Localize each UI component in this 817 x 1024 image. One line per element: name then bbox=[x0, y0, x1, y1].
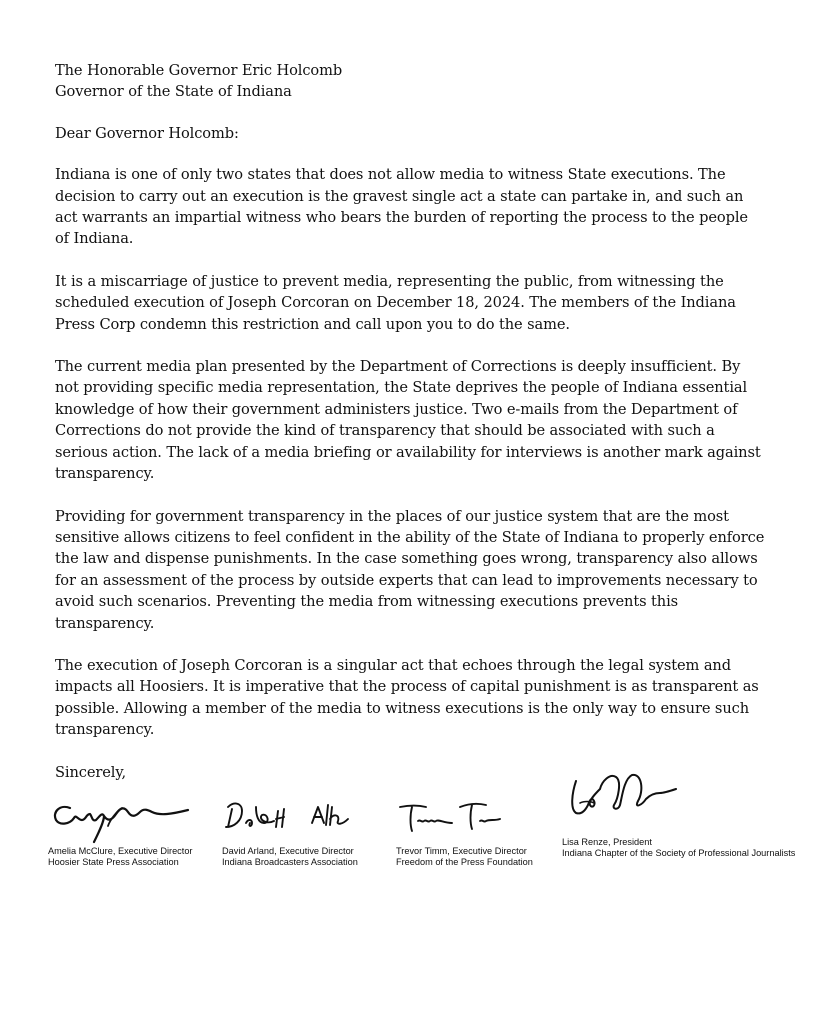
handwritten-signature-2 bbox=[222, 793, 382, 846]
paragraph-5: The execution of Joseph Corcoran is a singular act that echoes through the legal system and impacts all Hoosiers. It is imperative that the process of capital punishment is as transparent as possible. Allowing a member of the media to witness executions is the only way to ensure such transparency. bbox=[55, 656, 759, 739]
salutation: Dear Governor Holcomb: bbox=[55, 124, 239, 142]
signature-block-1 bbox=[48, 786, 208, 867]
letter-body bbox=[55, 60, 765, 783]
recipient-name: The Honorable Governor Eric Holcomb bbox=[55, 62, 343, 79]
signature-block-4 bbox=[562, 765, 795, 858]
recipient-title: Governor of the State of Indiana bbox=[55, 83, 292, 101]
paragraph-2: It is a miscarriage of justice to prevent media, representing the public, from witnessing the scheduled execution of Joseph Corcoran on December 18, 2024. The members of the Indiana Press Corp condemn this restriction and call upon you to do the same. bbox=[55, 272, 736, 333]
handwritten-signature-4 bbox=[562, 765, 682, 837]
signatory-organization: Indiana Chapter of the Society of Professional Journalists bbox=[562, 847, 796, 858]
signatory-organization: Freedom of the Press Foundation bbox=[396, 856, 533, 867]
paragraph-1: Indiana is one of only two states that does not allow media to witness State executions. The decision to carry out an execution is the gravest single act a state can partake in, and such an act warrants an impartial witness who bears the burden of reporting the process to the people of Indiana. bbox=[55, 166, 748, 248]
signatory-organization: Hoosier State Press Association bbox=[48, 856, 179, 867]
closing: Sincerely, bbox=[55, 763, 127, 781]
signature-block-2 bbox=[222, 793, 382, 867]
signature-block-3 bbox=[396, 793, 536, 867]
signatory-name-title: Trevor Timm, Executive Director bbox=[396, 846, 527, 856]
signatory-organization: Indiana Broadcasters Association bbox=[222, 856, 358, 867]
signatory-name-title: David Arland, Executive Director bbox=[222, 846, 354, 856]
handwritten-signature-1 bbox=[48, 786, 208, 846]
handwritten-signature-3 bbox=[396, 793, 536, 846]
signatory-name-title: Amelia McClure, Executive Director bbox=[48, 846, 193, 856]
paragraph-4: Providing for government transparency in the places of our justice system that are the most sensitive allows citizens to feel confident in the ability of the State of Indiana to properly enforce the law and dispense punishments. In the case something goes wrong, transparency also allows for an assessment of the process by outside experts that can lead to improvements necessary to avoid such scenarios. Preventing the media from witnessing executions prevents this transparency. bbox=[55, 507, 765, 632]
paragraph-3: The current media plan presented by the Department of Corrections is deeply insufficient. By not providing specific media representation, the State deprives the people of Indiana essential knowledge of how their government administers justice. Two e-mails from the Department of Corrections do not provide the kind of transparency that should be associated with such a serious action. The lack of a media briefing or availability for interviews is another mark against transparency. bbox=[55, 358, 761, 483]
signatory-name-title: Lisa Renze, President bbox=[562, 837, 652, 847]
